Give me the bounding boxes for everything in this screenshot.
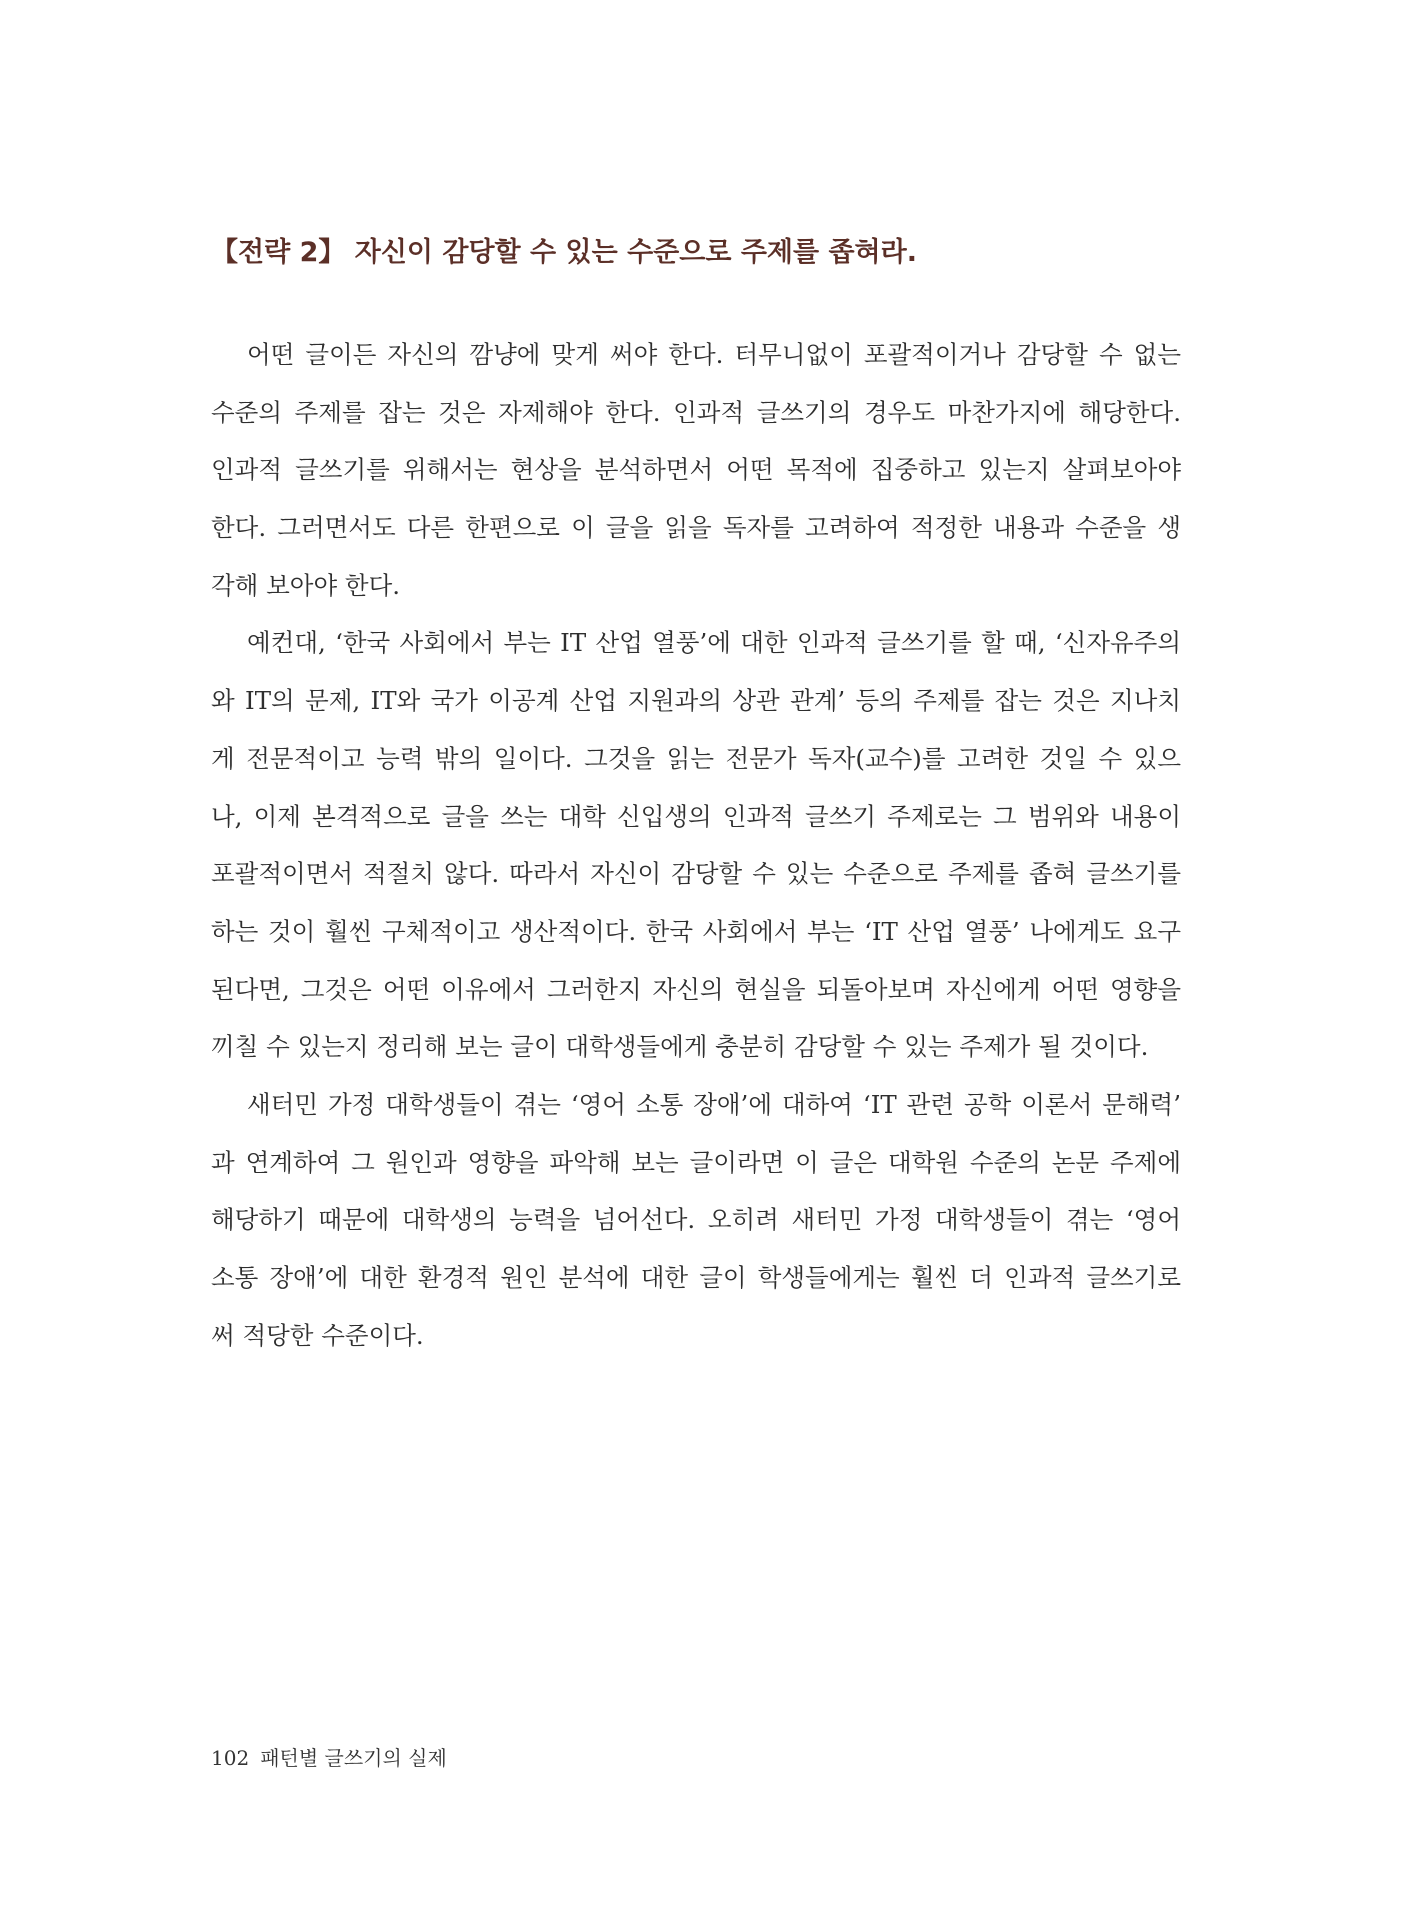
paragraph-2-line-5: 포괄적이면서 적절치 않다. 따라서 자신이 감당할 수 있는 수준으로 주제를 좁혀 글쓰기를 xyxy=(211,859,1181,889)
page-number: 102 xyxy=(211,1746,250,1770)
paragraph-3-line-4: 소통 장애’에 대한 환경적 원인 분석에 대한 글이 학생들에게는 훨씬 더 인과적 글쓰기로 xyxy=(211,1263,1181,1292)
paragraph-2-line-4: 나, 이제 본격적으로 글을 쓰는 대학 신입생의 인과적 글쓰기 주제로는 그 범위와 내용이 xyxy=(211,801,1181,831)
paragraph-2-line-3: 게 전문적이고 능력 밖의 일이다. 그것을 읽는 전문가 독자(교수)를 고려한 것일 수 있으 xyxy=(211,743,1181,773)
paragraph-1-line-3: 인과적 글쓰기를 위해서는 현상을 분석하면서 어떤 목적에 집중하고 있는지 살펴보아야 xyxy=(211,455,1181,485)
paragraph-3-line-5: 써 적당한 수준이다. xyxy=(211,1320,424,1350)
paragraph-2-line-6: 하는 것이 훨씬 구체적이고 생산적이다. 한국 사회에서 부는 ‘IT 산업 열풍’ 나에게도 요구 xyxy=(211,916,1181,946)
paragraph-3-line-2: 과 연계하여 그 원인과 영향을 파악해 보는 글이라면 이 글은 대학원 수준의 논문 주제에 xyxy=(211,1147,1181,1177)
paragraph-1-line-4: 한다. 그러면서도 다른 한편으로 이 글을 읽을 독자를 고려하여 적정한 내용과 수준을 생 xyxy=(211,513,1181,543)
paragraph-1-line-2: 수준의 주제를 잡는 것은 자제해야 한다. 인과적 글쓰기의 경우도 마찬가지에 해당한다. xyxy=(211,397,1181,427)
page-footer xyxy=(211,1744,447,1773)
paragraph-2-line-2: 와 IT의 문제, IT와 국가 이공계 산업 지원과의 상관 관계’ 등의 주제를 잡는 것은 지나치 xyxy=(211,686,1181,716)
paragraph-1-line-5: 각해 보아야 한다. xyxy=(211,570,401,600)
paragraph-3-line-1: 새터민 가정 대학생들이 겪는 ‘영어 소통 장애’에 대하여 ‘IT 관련 공학 이론서 문해력’ xyxy=(247,1089,1181,1119)
paragraph-3-line-3: 해당하기 때문에 대학생의 능력을 넘어선다. 오히려 새터민 가정 대학생들이 겪는 ‘영어 xyxy=(211,1205,1181,1235)
paragraph-1-line-1: 어떤 글이든 자신의 깜냥에 맞게 써야 한다. 터무니없이 포괄적이거나 감당할 수 없는 xyxy=(247,340,1181,369)
body-text xyxy=(211,326,1181,1364)
section-heading: 【전략 2】 자신이 감당할 수 있는 수준으로 주제를 좁혀라. xyxy=(211,237,917,268)
paragraph-2-line-7: 된다면, 그것은 어떤 이유에서 그러한지 자신의 현실을 되돌아보며 자신에게 어떤 영향을 xyxy=(211,974,1181,1004)
paragraph-2-line-8: 끼칠 수 있는지 정리해 보는 글이 대학생들에게 충분히 감당할 수 있는 주제가 될 것이다. xyxy=(211,1032,1149,1062)
running-title: 패턴별 글쓰기의 실제 xyxy=(260,1746,447,1770)
paragraph-2-line-1: 예컨대, ‘한국 사회에서 부는 IT 산업 열풍’에 대한 인과적 글쓰기를 할 때, ‘신자유주의 xyxy=(247,628,1181,658)
